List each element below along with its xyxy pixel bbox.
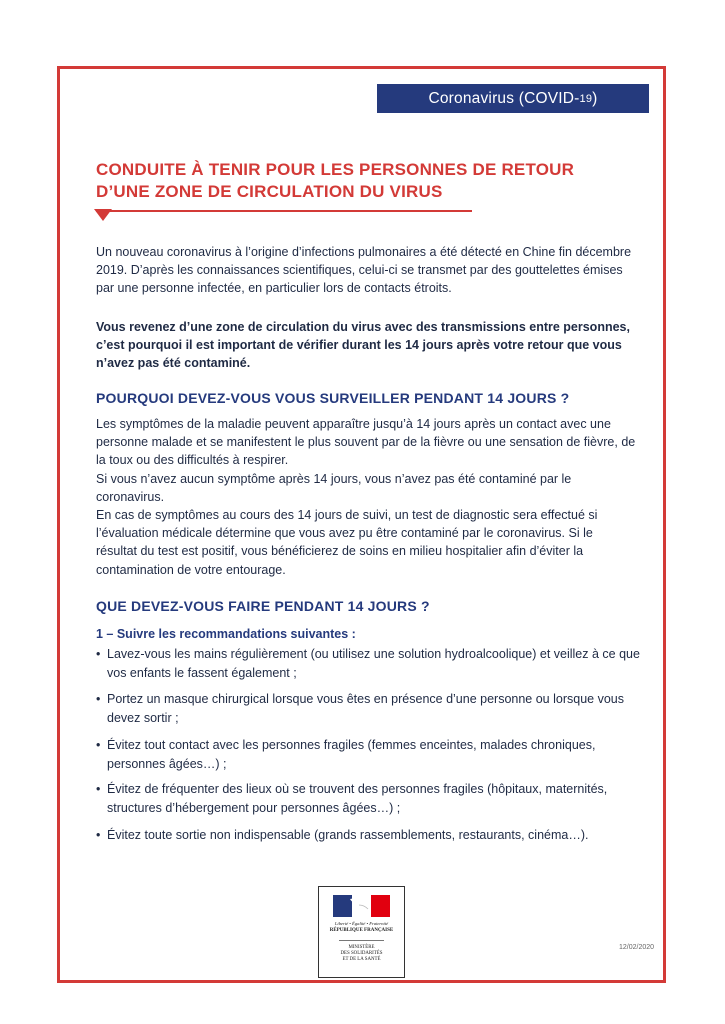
ministry-line-1: MINISTÈRE [348, 945, 375, 950]
section2-subheading: 1 – Suivre les recommandations suivantes : [96, 627, 356, 641]
list-item-text: Évitez de fréquenter des lieux où se trouvent des personnes fragiles (hôpitaux, maternités, structures d’hébergement pour personnes âgées…) ; [107, 782, 608, 815]
title-underline [96, 210, 472, 212]
section1-body [96, 415, 636, 579]
section1-heading: POURQUOI DEVEZ-VOUS VOUS SURVEILLER PENDANT 14 JOURS ? [96, 390, 570, 406]
warning-paragraph: Vous revenez d’une zone de circulation du virus avec des transmissions entre personnes, c’est pourquoi il est important de vérifier durant les 14 jours après votre retour que vous n’avez pas été contaminé. [96, 320, 630, 371]
tag-number: 19 [579, 92, 593, 105]
page-title [96, 159, 636, 203]
document-date: 12/02/2020 [619, 944, 655, 951]
section1-paragraph-1: Les symptômes de la maladie peuvent apparaître jusqu’à 14 jours après un contact avec une personne malade et se manifestent le plus souvent par de la fièvre ou une sensation de fièvre, de la toux ou des difficultés à respirer. [96, 417, 636, 468]
list-item: • Évitez de fréquenter des lieux où se trouvent des personnes fragiles (hôpitaux, maternités, structures d’hébergement pour personnes âgées…) ; [96, 780, 641, 817]
section1-paragraph-3: En cas de symptômes au cours des 14 jours de suivi, un test de diagnostic sera effectué si l’évaluation médicale détermine que vous avez pu être contaminé par le coronavirus. Si le résultat du test est positif, vous bénéficierez de soins en milieu hospitalier afin d’éviter la contamination de votre entourage. [96, 508, 598, 577]
list-item: • Évitez toute sortie non indispensable (grands rassemblements, restaurants, cinéma…). [96, 826, 641, 845]
list-item-text: Portez un masque chirurgical lorsque vous êtes en présence d’une personne ou lorsque vous devez sortir ; [107, 692, 624, 725]
logo-ministry [319, 945, 404, 963]
list-item: • Portez un masque chirurgical lorsque vous êtes en présence d’une personne ou lorsque vous devez sortir ; [96, 690, 641, 727]
government-logo [318, 886, 405, 978]
list-item: • Lavez-vous les mains régulièrement (ou utilisez une solution hydroalcoolique) et veillez à ce que vos enfants le fassent également ; [96, 645, 641, 682]
tag-close: ) [592, 89, 598, 107]
ministry-line-2: DES SOLIDARITÉS [340, 951, 383, 956]
list-item-text: Évitez toute sortie non indispensable (grands rassemblements, restaurants, cinéma…). [107, 828, 589, 842]
logo-republic: RÉPUBLIQUE FRANÇAISE [329, 928, 394, 933]
logo-motto: Liberté • Égalité • Fraternité [334, 921, 389, 926]
section2-heading: QUE DEVEZ-VOUS FAIRE PENDANT 14 JOURS ? [96, 598, 430, 614]
ministry-line-3: ET DE LA SANTÉ [342, 957, 381, 962]
list-item-text: Lavez-vous les mains régulièrement (ou utilisez une solution hydroalcoolique) et veillez à ce que vos enfants le fassent également ; [107, 647, 640, 680]
logo-divider [339, 940, 384, 941]
list-item: • Évitez tout contact avec les personnes fragiles (femmes enceintes, malades chroniques, personnes âgées…) ; [96, 736, 641, 773]
covid-tag [377, 84, 649, 113]
tag-label: Coronavirus (COVID- [428, 89, 580, 107]
title-line-1: CONDUITE À TENIR POUR LES PERSONNES DE RETOUR [96, 160, 575, 179]
section1-paragraph-2: Si vous n’avez aucun symptôme après 14 jours, vous n’avez pas été contaminé par le coronavirus. [96, 471, 572, 504]
intro-paragraph: Un nouveau coronavirus à l’origine d’infections pulmonaires a été détecté en Chine fin décembre 2019. D’après les connaissances scientifiques, celui-ci se transmet par des gouttelettes émises par une personne infectée, en particulier lors de contacts étroits. [96, 245, 632, 296]
title-underline-tick [94, 209, 112, 221]
title-line-2: D’UNE ZONE DE CIRCULATION DU VIRUS [96, 182, 443, 201]
marianne-logo-icon [333, 895, 390, 917]
list-item-text: Évitez tout contact avec les personnes fragiles (femmes enceintes, malades chroniques, personnes âgées…) ; [107, 738, 596, 771]
